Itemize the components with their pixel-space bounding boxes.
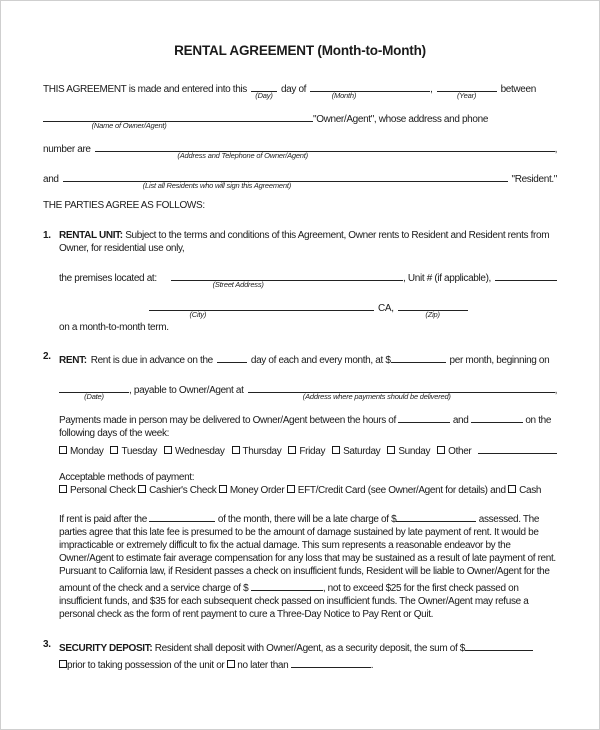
security-deposit-heading: SECURITY DEPOSIT: [59, 643, 153, 654]
street-address-blank[interactable] [171, 268, 403, 289]
checkbox-monday[interactable] [59, 446, 67, 454]
payment-address-caption: (Address where payments should be delivered) [302, 392, 451, 401]
month-caption: (Month) [331, 91, 357, 100]
section-number: 2. [43, 351, 51, 362]
comma-text: , [554, 144, 557, 155]
day-blank[interactable] [251, 79, 277, 100]
zip-blank[interactable] [398, 298, 468, 319]
comma-text: , [430, 84, 433, 95]
ca-text: CA, [378, 303, 394, 314]
document-title: RENTAL AGREEMENT (Month-to-Month) [174, 43, 426, 58]
late-charge-paragraph [59, 509, 557, 621]
section-rent [43, 350, 557, 621]
hours-from-blank[interactable] [398, 410, 450, 423]
day-label: Tuesday [121, 446, 158, 457]
hours-text-b: and [452, 415, 469, 426]
city-caption: (City) [189, 310, 207, 319]
owner-address-caption: (Address and Telephone of Owner/Agent) [177, 151, 308, 160]
street-address-caption: (Street Address) [212, 280, 264, 289]
comma-text: , [554, 385, 557, 396]
day-label: Friday [299, 446, 326, 457]
hours-text-a: Payments made in person may be delivered to Owner/Agent between the hours of [59, 415, 396, 426]
checkbox-prior-possession[interactable] [59, 660, 67, 668]
deposit-amount-blank[interactable] [465, 638, 533, 651]
parties-agree-heading: THE PARTIES AGREE AS FOLLOWS: [43, 200, 205, 211]
section-security-deposit [43, 638, 557, 672]
late-day-blank[interactable] [149, 509, 215, 522]
opening-text: THIS AGREEMENT is made and entered into this [43, 84, 247, 95]
day-label: Saturday [343, 446, 381, 457]
checkbox-cashiers-check[interactable] [138, 485, 146, 493]
hours-to-blank[interactable] [471, 410, 523, 423]
number-are-text: number are [43, 144, 91, 155]
city-line [149, 298, 557, 319]
checkbox-thursday[interactable] [232, 446, 240, 454]
method-label: Personal Check [70, 485, 136, 496]
rental-unit-paragraph [59, 229, 557, 255]
rent-start-date-blank[interactable] [59, 380, 129, 401]
owner-name-caption: (Name of Owner/Agent) [91, 121, 167, 130]
payable-text: , payable to Owner/Agent at [129, 385, 244, 396]
owner-name-blank[interactable] [43, 109, 313, 130]
rent-amount-blank[interactable] [391, 350, 446, 363]
rent-text-a: Rent is due in advance on the [90, 355, 213, 366]
opening-clause-line [43, 79, 557, 100]
checkbox-eft-credit-card[interactable] [287, 485, 295, 493]
deposit-option2: no later than [237, 660, 289, 671]
residents-blank[interactable] [63, 169, 508, 190]
premises-text: the premises located at: [59, 273, 157, 284]
rent-start-line [59, 380, 557, 401]
day-label: Monday [70, 446, 104, 457]
checkbox-personal-check[interactable] [59, 485, 67, 493]
checkbox-wednesday[interactable] [164, 446, 172, 454]
late-text-d: , not to exceed $25 for the first check passed on insufficient funds, and $35 for each subsequent check passed on insufficient funds. The Owner/Agent may refuse a personal check as the form of rent payment to cure a Three-Day Notice to Pay Rent or Quit. [59, 583, 529, 620]
day-label: Wednesday [175, 446, 225, 457]
rent-heading: RENT: [59, 355, 87, 366]
checkbox-cash[interactable] [508, 485, 516, 493]
term-text: on a month-to-month term. [59, 322, 169, 333]
year-blank[interactable] [437, 79, 497, 100]
section-rental-unit [43, 229, 557, 334]
delivery-days-line [59, 441, 557, 458]
method-label: Money Order [229, 485, 285, 496]
owner-address-blank[interactable] [95, 139, 555, 160]
premises-line [59, 268, 557, 289]
deposit-options-line [59, 655, 557, 672]
deposit-text: Resident shall deposit with Owner/Agent, as a security deposit, the sum of $ [154, 643, 466, 654]
deposit-line [59, 638, 557, 655]
rent-due-line [59, 350, 557, 367]
section-number: 3. [43, 639, 51, 650]
day-label: Thursday [242, 446, 282, 457]
late-text-c: assessed. The parties agree that this late fee is presumed to be the amount of damage sustained by late payment of rent. It would be impracticable or extremely difficult to fix the actual damage. This sum represents a reasonable endeavor by the Owner/Agent to estimate fair average compensation for any loss that may be sustained as a result of late payment of rent. Pursuant to California law, if Resident passes a check on insufficient funds, Resident will be liable to Owner/Agent for the amount of the check and a service charge of $ [59, 514, 556, 594]
unit-number-blank[interactable] [495, 268, 557, 281]
late-text-a: If rent is paid after the [59, 514, 147, 525]
checkbox-no-later-than[interactable] [227, 660, 235, 668]
rental-unit-body: Subject to the terms and conditions of this Agreement, Owner rents to Resident and Resident rents from Owner, for residential use only, [59, 230, 550, 254]
late-charge-blank[interactable] [396, 509, 476, 522]
day-label: Sunday [398, 446, 431, 457]
rent-day-blank[interactable] [217, 350, 247, 363]
section-number: 1. [43, 230, 51, 241]
checkbox-other[interactable] [437, 446, 445, 454]
checkbox-saturday[interactable] [332, 446, 340, 454]
day-of-text: day of [280, 84, 307, 95]
between-text: between [500, 84, 536, 95]
rental-unit-heading: RENTAL UNIT: [59, 230, 123, 241]
unit-text: , Unit # (if applicable), [403, 273, 491, 284]
owner-name-line [43, 109, 557, 130]
deposit-option1: prior to taking possession of the unit or [67, 660, 225, 671]
period-text: . [370, 660, 374, 671]
resident-suffix-text: "Resident." [511, 174, 557, 185]
owner-address-line [43, 139, 557, 160]
residents-line [43, 169, 557, 190]
checkbox-tuesday[interactable] [110, 446, 118, 454]
methods-line [59, 484, 557, 497]
rent-text-c: per month, beginning on [449, 355, 550, 366]
service-charge-blank[interactable] [251, 578, 323, 591]
deposit-date-blank[interactable] [291, 655, 371, 668]
method-label: Cashier's Check [149, 485, 217, 496]
late-text-b: of the month, there will be a late charge of $ [217, 514, 397, 525]
method-label: Cash [519, 485, 542, 496]
checkbox-money-order[interactable] [219, 485, 227, 493]
date-caption: (Date) [84, 392, 104, 401]
owner-suffix-text: "Owner/Agent", whose address and phone [313, 114, 489, 125]
month-blank[interactable] [310, 79, 430, 100]
day-label: Other [448, 446, 472, 457]
checkbox-sunday[interactable] [387, 446, 395, 454]
zip-caption: (Zip) [425, 310, 440, 319]
checkbox-friday[interactable] [288, 446, 296, 454]
residents-caption: (List all Residents who will sign this Agreement) [142, 181, 292, 190]
day-caption: (Day) [255, 91, 273, 100]
and-text: and [43, 174, 59, 185]
city-blank[interactable] [149, 298, 374, 319]
payment-address-blank[interactable] [248, 380, 555, 401]
year-caption: (Year) [456, 91, 477, 100]
other-days-blank[interactable] [478, 441, 557, 454]
hours-text-c: on the following days of the week: [59, 415, 552, 439]
methods-heading: Acceptable methods of payment: [59, 472, 195, 483]
method-label: EFT/Credit Card (see Owner/Agent for details) and [297, 485, 506, 496]
rent-text-b: day of each and every month, at $ [250, 355, 391, 366]
delivery-hours-paragraph [59, 410, 557, 440]
